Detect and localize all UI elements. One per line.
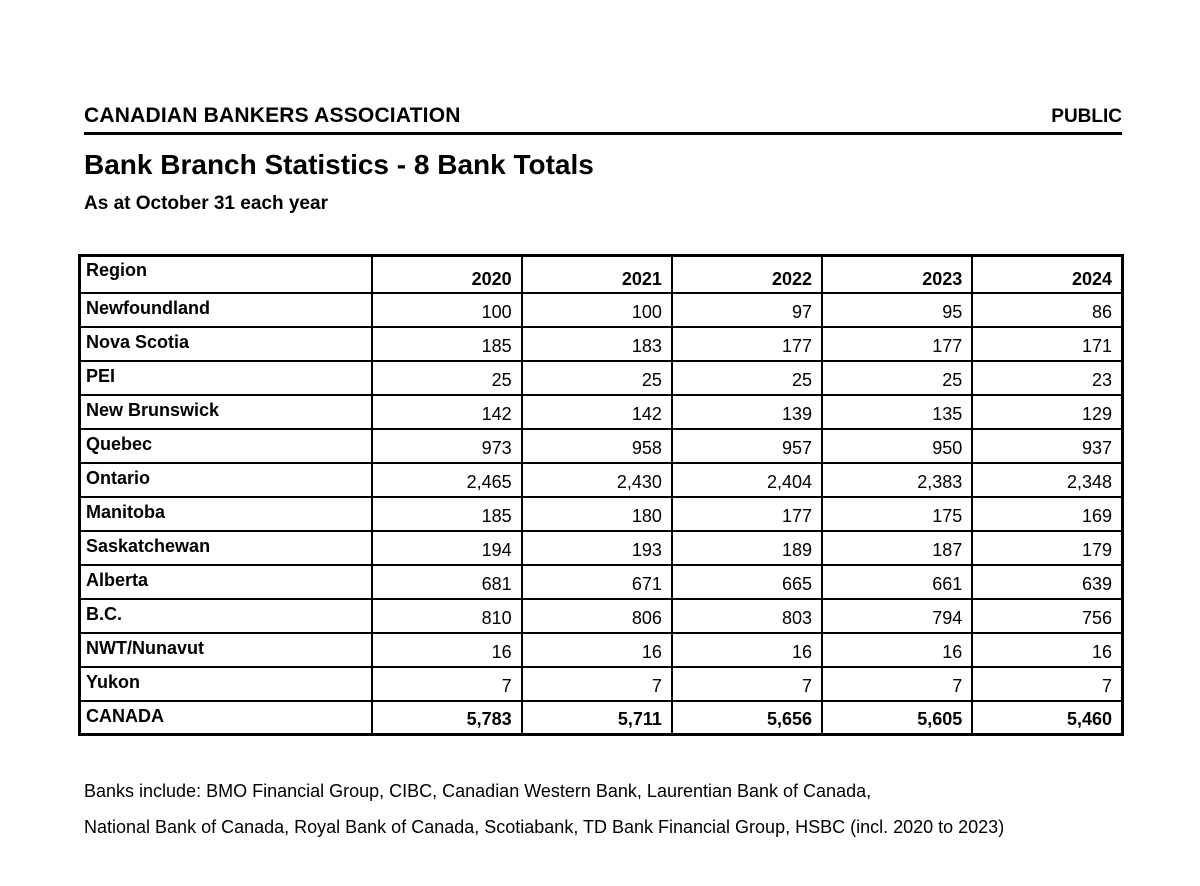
value-cell: 194 — [372, 531, 522, 565]
value-cell: 16 — [672, 633, 822, 667]
value-cell: 169 — [972, 497, 1122, 531]
value-cell: 25 — [672, 361, 822, 395]
value-cell: 665 — [672, 565, 822, 599]
value-cell: 100 — [522, 293, 672, 327]
table-row — [80, 599, 1123, 633]
value-cell: 180 — [522, 497, 672, 531]
region-cell: CANADA — [80, 701, 372, 735]
value-cell: 193 — [522, 531, 672, 565]
value-cell: 175 — [822, 497, 972, 531]
value-cell: 177 — [672, 327, 822, 361]
column-header-year: 2023 — [822, 256, 972, 293]
value-cell: 5,711 — [522, 701, 672, 735]
value-cell: 639 — [972, 565, 1122, 599]
value-cell: 661 — [822, 565, 972, 599]
value-cell: 16 — [822, 633, 972, 667]
column-header-year: 2022 — [672, 256, 822, 293]
value-cell: 7 — [672, 667, 822, 701]
value-cell: 95 — [822, 293, 972, 327]
region-cell: NWT/Nunavut — [80, 633, 372, 667]
table-row — [80, 497, 1123, 531]
value-cell: 189 — [672, 531, 822, 565]
region-cell: Manitoba — [80, 497, 372, 531]
table-row — [80, 531, 1123, 565]
table-row — [80, 633, 1123, 667]
value-cell: 16 — [522, 633, 672, 667]
value-cell: 187 — [822, 531, 972, 565]
value-cell: 2,348 — [972, 463, 1122, 497]
footnote-line-1: Banks include: BMO Financial Group, CIBC, Canadian Western Bank, Laurentian Bank of Canada, — [84, 781, 872, 801]
value-cell: 937 — [972, 429, 1122, 463]
page-header — [84, 104, 1122, 135]
table-row — [80, 293, 1123, 327]
region-cell: B.C. — [80, 599, 372, 633]
footnote-line-2: National Bank of Canada, Royal Bank of Canada, Scotiabank, TD Bank Financial Group, HSBC (incl. 2020 to 2023) — [84, 817, 1005, 837]
value-cell: 681 — [372, 565, 522, 599]
value-cell: 7 — [522, 667, 672, 701]
value-cell: 5,656 — [672, 701, 822, 735]
region-cell: Saskatchewan — [80, 531, 372, 565]
classification-label: PUBLIC — [1051, 106, 1122, 127]
table-row — [80, 463, 1123, 497]
value-cell: 183 — [522, 327, 672, 361]
org-name: CANADIAN BANKERS ASSOCIATION — [84, 104, 461, 127]
value-cell: 177 — [672, 497, 822, 531]
region-cell: Alberta — [80, 565, 372, 599]
value-cell: 794 — [822, 599, 972, 633]
value-cell: 5,605 — [822, 701, 972, 735]
table-header-row — [80, 256, 1123, 293]
value-cell: 7 — [972, 667, 1122, 701]
column-header-year: 2024 — [972, 256, 1122, 293]
value-cell: 5,783 — [372, 701, 522, 735]
value-cell: 5,460 — [972, 701, 1122, 735]
page-subtitle: As at October 31 each year — [84, 193, 328, 214]
value-cell: 806 — [522, 599, 672, 633]
column-header-year: 2020 — [372, 256, 522, 293]
table-row — [80, 395, 1123, 429]
page-title: Bank Branch Statistics - 8 Bank Totals — [84, 149, 594, 180]
branch-statistics-table — [78, 254, 1124, 736]
table-row — [80, 327, 1123, 361]
value-cell: 671 — [522, 565, 672, 599]
value-cell: 135 — [822, 395, 972, 429]
value-cell: 25 — [522, 361, 672, 395]
value-cell: 142 — [372, 395, 522, 429]
value-cell: 973 — [372, 429, 522, 463]
value-cell: 950 — [822, 429, 972, 463]
value-cell: 97 — [672, 293, 822, 327]
value-cell: 23 — [972, 361, 1122, 395]
value-cell: 171 — [972, 327, 1122, 361]
value-cell: 7 — [372, 667, 522, 701]
value-cell: 25 — [372, 361, 522, 395]
region-cell: Ontario — [80, 463, 372, 497]
value-cell: 16 — [372, 633, 522, 667]
table-row — [80, 667, 1123, 701]
column-header-year: 2021 — [522, 256, 672, 293]
value-cell: 810 — [372, 599, 522, 633]
value-cell: 7 — [822, 667, 972, 701]
value-cell: 25 — [822, 361, 972, 395]
table-body — [80, 293, 1123, 735]
table-row — [80, 565, 1123, 599]
value-cell: 185 — [372, 497, 522, 531]
value-cell: 2,430 — [522, 463, 672, 497]
region-cell: Newfoundland — [80, 293, 372, 327]
value-cell: 142 — [522, 395, 672, 429]
value-cell: 139 — [672, 395, 822, 429]
value-cell: 803 — [672, 599, 822, 633]
value-cell: 129 — [972, 395, 1122, 429]
value-cell: 100 — [372, 293, 522, 327]
value-cell: 2,383 — [822, 463, 972, 497]
region-cell: Nova Scotia — [80, 327, 372, 361]
total-row — [80, 701, 1123, 735]
value-cell: 179 — [972, 531, 1122, 565]
value-cell: 756 — [972, 599, 1122, 633]
region-cell: New Brunswick — [80, 395, 372, 429]
value-cell: 2,465 — [372, 463, 522, 497]
value-cell: 185 — [372, 327, 522, 361]
value-cell: 958 — [522, 429, 672, 463]
region-cell: PEI — [80, 361, 372, 395]
value-cell: 16 — [972, 633, 1122, 667]
value-cell: 177 — [822, 327, 972, 361]
region-cell: Yukon — [80, 667, 372, 701]
table-row — [80, 429, 1123, 463]
region-cell: Quebec — [80, 429, 372, 463]
table-row — [80, 361, 1123, 395]
value-cell: 2,404 — [672, 463, 822, 497]
column-header-region: Region — [80, 256, 372, 293]
value-cell: 86 — [972, 293, 1122, 327]
value-cell: 957 — [672, 429, 822, 463]
